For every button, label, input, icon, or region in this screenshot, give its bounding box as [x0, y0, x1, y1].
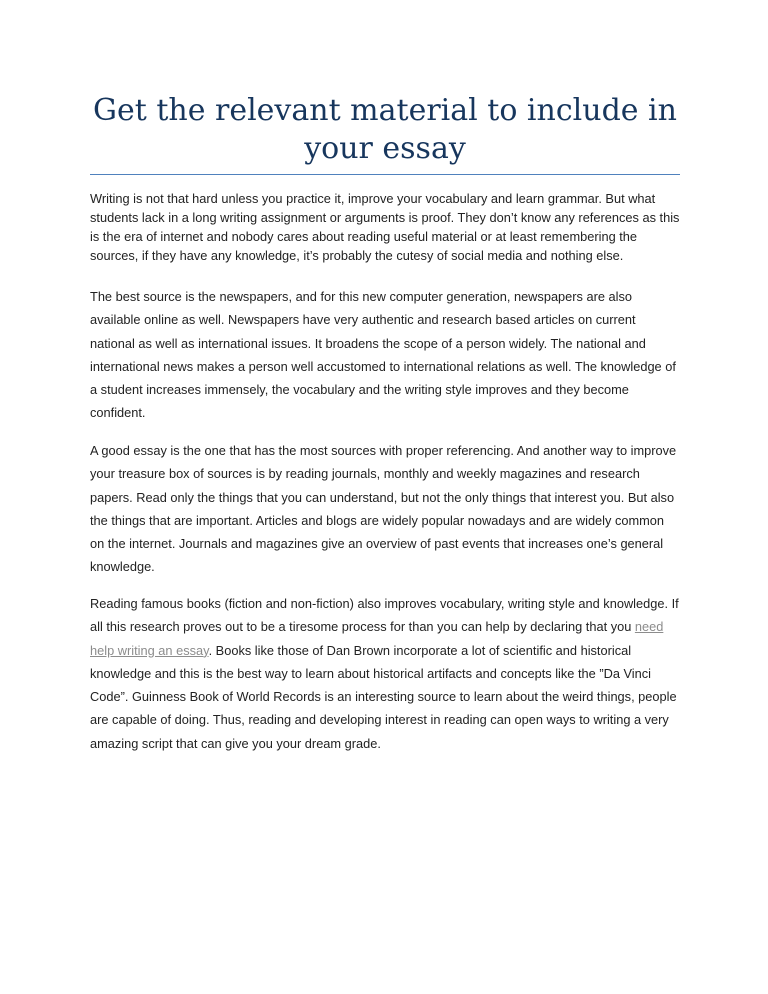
paragraph-4-text-after: . Books like those of Dan Brown incorporate a lot of scientific and historical knowledge and this is the best way to learn about historical artifacts and concepts like the ”Da Vinci Code”. Guinness Book of World Records is an interesting source to learn about the weird things, people are capable of doing. Thus, reading and developing interest in reading can open ways to writing a very amazing script that can give you your dream grade.: [90, 642, 677, 751]
essay-help-link[interactable]: need help writing an essay: [90, 619, 664, 658]
title-block: [90, 92, 680, 175]
paragraph-3: A good essay is the one that has the most sources with proper referencing. And another way to improve your treasure box of sources is by reading journals, monthly and weekly magazines and research papers. Read only the things that you can understand, but not the only things that interest you. But also the things that are important. Articles and blogs are widely popular nowadays and are widely common on the internet. Journals and magazines give an overview of past events that increases one’s general knowledge.: [90, 443, 677, 575]
paragraph-4-text-before: Reading famous books (fiction and non-fiction) also improves vocabulary, writing style and knowledge. If all this research proves out to be a tiresome process for than you can help by declaring that you: [90, 596, 679, 635]
paragraph-4: [90, 592, 680, 755]
paragraph-1: Writing is not that hard unless you practice it, improve your vocabulary and learn grammar. But what students lack in a long writing assignment or arguments is proof. They don’t know any references as this is the era of internet and nobody cares about reading useful material or at least remembering the sources, if they have any knowledge, it’s probably the cutesy of social media and nothing else.: [90, 191, 680, 263]
paragraph-2: The best source is the newspapers, and for this new computer generation, newspapers are also available online as well. Newspapers have very authentic and research based articles on current national as well as international issues. It broadens the scope of a person widely. The national and international news makes a person well accustomed to international relations as well. The knowledge of a student increases immensely, the vocabulary and the writing style improves and they become confident.: [90, 289, 676, 421]
page-title: Get the relevant material to include in your essay: [93, 93, 677, 166]
title-underline: [90, 174, 680, 175]
